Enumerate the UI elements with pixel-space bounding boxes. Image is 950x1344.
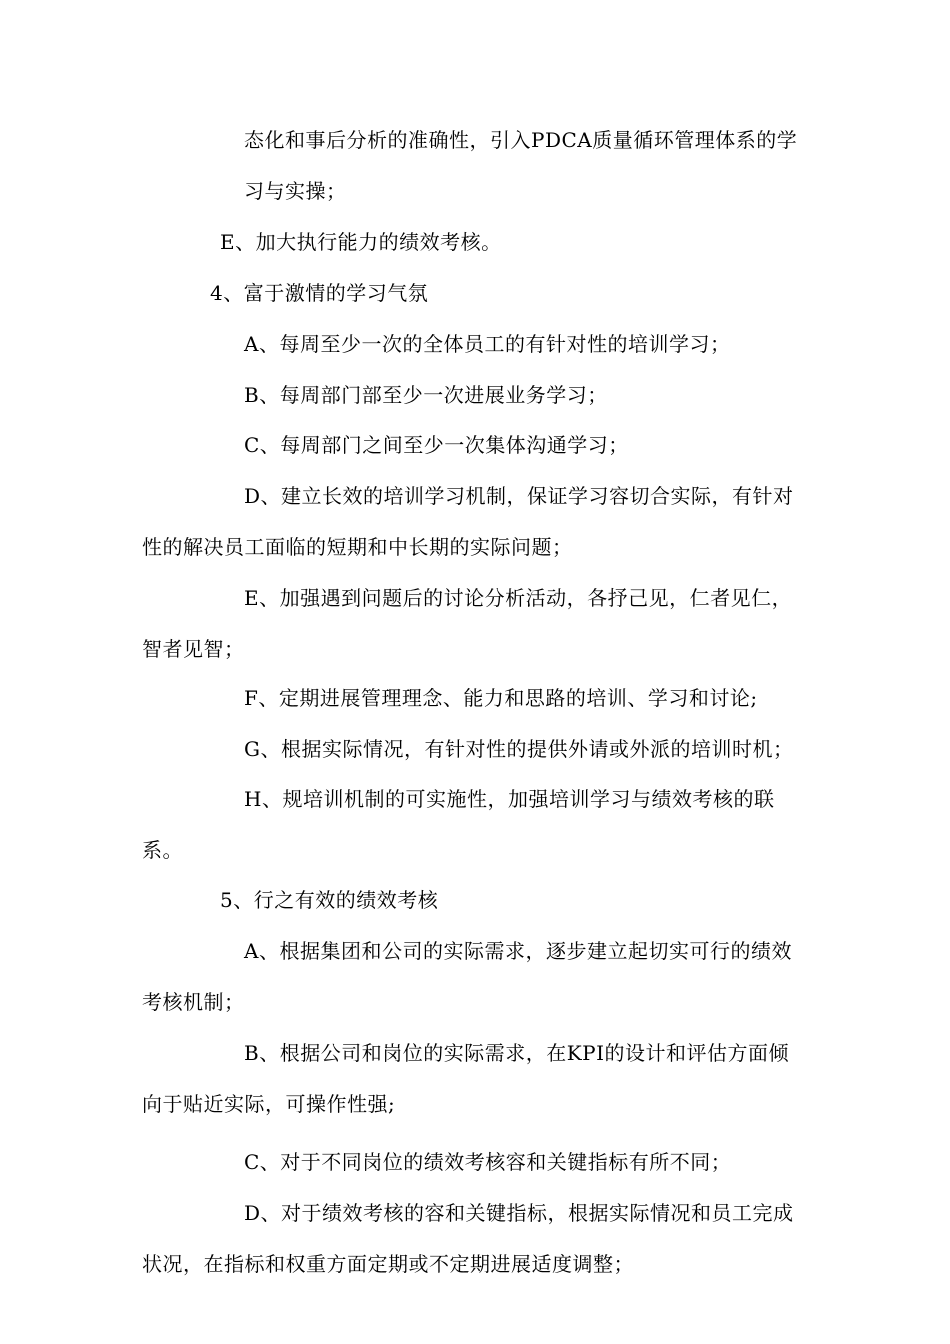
text-line: 智者见智； [142,637,245,661]
text-line: A、每周至少一次的全体员工的有针对性的培训学习； [244,332,731,356]
text-line: D、对于绩效考核的容和关键指标，根据实际情况和员工完成 [244,1201,794,1225]
text-line: G、根据实际情况，有针对性的提供外请或外派的培训时机； [244,737,794,761]
text-line: C、每周部门之间至少一次集体沟通学习； [244,433,629,457]
text-line: B、每周部门部至少一次进展业务学习； [244,383,608,407]
text-line: D、建立长效的培训学习机制，保证学习容切合实际，有针对 [244,484,794,508]
text-line: B、根据公司和岗位的实际需求，在KPI的设计和评估方面倾 [244,1041,789,1065]
section-heading: 5、行之有效的绩效考核 [220,888,439,912]
text-line: 系。 [142,838,183,862]
text-line: E、加大执行能力的绩效考核。 [220,230,502,254]
text-line: 状况，在指标和权重方面定期或不定期进展适度调整； [142,1252,634,1276]
text-line: 态化和事后分析的准确性，引入PDCA质量循环管理体系的学 [244,128,798,152]
text-line: C、对于不同岗位的绩效考核容和关键指标有所不同； [244,1150,732,1174]
text-line: 向于贴近实际，可操作性强; [142,1092,396,1116]
section-heading: 4、富于激情的学习气氛 [210,281,429,305]
text-line: E、加强遇到问题后的讨论分析活动，各抒己见，仁者见仁， [244,586,793,610]
text-line: 习与实操； [244,179,347,203]
text-line: H、规培训机制的可实施性，加强培训学习与绩效考核的联 [244,787,775,811]
text-line: F、定期进展管理理念、能力和思路的培训、学习和讨论; [244,686,758,710]
text-line: 考核机制； [142,990,245,1014]
text-line: A、根据集团和公司的实际需求，逐步建立起切实可行的绩效 [244,939,792,963]
text-line: 性的解决员工面临的短期和中长期的实际问题； [142,535,573,559]
